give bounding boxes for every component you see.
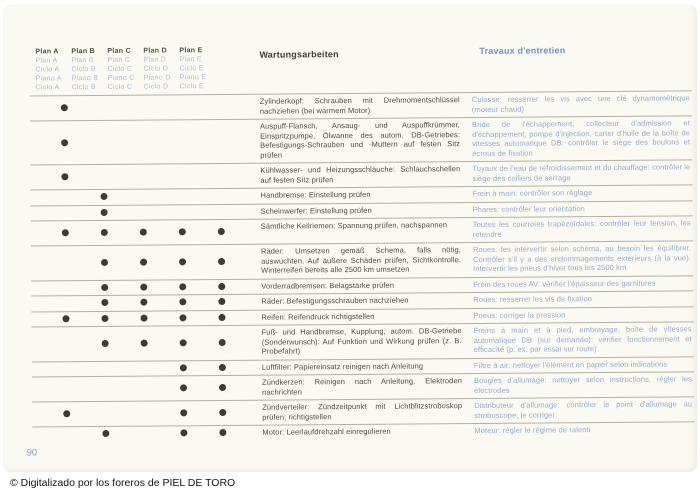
service-dot-plan-b [102, 430, 109, 437]
plan-column-label: Plan E [179, 47, 203, 55]
plan-dots [31, 206, 261, 217]
service-dot-plan-b [101, 209, 108, 216]
task-german: Zylinderkopf: Schrauben mit Drehmomentschlüssel nachziehen (bei warmem Motor) [259, 95, 460, 116]
task-french: Culasse: resserrer les vis avec une clé dynamométrique (moteur chaud) [471, 93, 690, 114]
plan-column-label: Plan D [143, 47, 168, 55]
service-dot-plan-c [140, 299, 147, 306]
service-dot-plan-e [218, 258, 225, 265]
plan-dots [32, 362, 262, 373]
service-dot-plan-c [140, 258, 147, 265]
plan-column-header [107, 47, 143, 92]
service-dot-plan-d [180, 339, 187, 346]
service-dot-plan-b [101, 259, 108, 266]
plan-column-translation: Piano E [179, 74, 207, 82]
service-dot-plan-a [62, 229, 69, 236]
task-french: Freins à main et à pied, embrayage, boîte de vitesses automatique DB (sur demande): vérifier fonctionnement et efficacité (p. ex. par essai sur route) [473, 324, 692, 355]
plan-column-translation: Ciclo A [35, 84, 60, 92]
plan-dots [32, 403, 262, 424]
service-dot-plan-c [140, 283, 147, 290]
plan-column-translation: Ciclo B [71, 66, 96, 74]
task-german: Kühlwasser- und Heizungsschläuche: Schlauchschellen auf festen Sitz prüfen [260, 164, 461, 185]
task-german: Handbremse: Einstellung prüfen [260, 189, 371, 200]
plan-column-label: Plan C [107, 47, 132, 55]
plan-column-header [143, 46, 179, 91]
plan-column-header [179, 46, 215, 91]
scanned-page [3, 5, 697, 472]
plan-column-translation: Plan E [179, 56, 202, 64]
plan-column-translation: Plan B [71, 57, 94, 65]
service-dot-plan-e [219, 429, 226, 436]
plan-column-translation: Ciclo C [107, 65, 133, 73]
plan-column-translation: Plan A [35, 57, 58, 65]
maintenance-table [30, 90, 695, 442]
plan-column-translation: Ciclo C [107, 83, 133, 91]
plan-column-translation: Piano C [107, 74, 135, 82]
task-german: Räder: Befestigungsschrauben nachziehen [261, 295, 409, 306]
table-row [32, 321, 694, 361]
service-dot-plan-d [179, 314, 186, 321]
service-dot-plan-b [101, 284, 108, 291]
service-dot-plan-c [140, 314, 147, 321]
service-dot-plan-a [63, 410, 70, 417]
plan-dots [31, 281, 261, 292]
service-dot-plan-b [102, 340, 109, 347]
task-german: Zündverteiler: Zündzeitpunkt mit Lichtblitzstroboskop prüfen; richtigstellen [262, 401, 463, 422]
plan-dots [31, 247, 261, 277]
task-french: Bougies d'allumage: nettoyer selon instructions, régler les électrodes [473, 374, 693, 395]
task-german: Auspuff-Flansch, Ansaug- und Auspuffkrümmer, Einspritzpumpe, Ölwanne des autom. DB-Getriebes: Befestigungs-Schrauben und -Muttern auf festen Sitz prüfen [259, 120, 461, 160]
plan-dots [30, 122, 260, 162]
service-dot-plan-e [218, 228, 225, 235]
task-german: Luftfilter: Papiereinsatz reinigen nach Anleitung [261, 360, 424, 372]
service-dot-plan-e [219, 339, 226, 346]
service-dot-plan-c [141, 339, 148, 346]
digitization-caption: © Digitalizado por los foreros de PIEL DE TORO [10, 477, 236, 489]
task-french: Toutes les courroies trapézoïdales: contrôler leur tension, les retendre [472, 218, 691, 239]
service-dot-plan-c [140, 229, 147, 236]
task-german: Räder: Umsetzen gemäß Schema, falls nötig, auswuchten. Auf äußere Schäden prüfen, Sichtkontrolle. Winterreifen bereits alle 2500 km umsetzen [260, 245, 462, 275]
task-french: Pneus: corriger la pression [473, 309, 566, 320]
plan-column-translation: Plan D [143, 56, 167, 64]
service-dot-plan-e [218, 314, 225, 321]
service-dot-plan-d [179, 283, 186, 290]
task-french: Phares: contrôler leur orientation [472, 203, 585, 214]
task-german: Motor: Leerlaufdrehzahl einregulieren [262, 426, 391, 437]
page-content [1, 2, 699, 474]
plan-dots [30, 97, 260, 118]
task-german: Reifen: Reifendruck richtigstellen [261, 311, 375, 322]
service-dot-plan-e [218, 298, 225, 305]
task-french: Bride de l'échappement, collecteur d'admission et d'échappement, pompe d'injection, carter d'huile de la boîte de vitesses automatique DB: contrôler le siège des boulons et écrous de fixation [471, 118, 691, 158]
service-dot-plan-d [180, 384, 187, 391]
service-dot-plan-a [61, 173, 68, 180]
plan-column-label: Plan A [35, 48, 59, 56]
task-french: Roues: resserrer les vis de fixation [473, 294, 593, 305]
task-french: Frein des roues AV: vérifier l'épaisseur des garnitures [473, 278, 656, 289]
service-dot-plan-d [180, 430, 187, 437]
plan-column-headers [35, 46, 215, 92]
service-dot-plan-e [219, 364, 226, 371]
task-french: Frein à main: contrôler son réglage [472, 188, 593, 199]
task-german: Zündkerzen: Reinigen nach Anleitung, Elektroden nachrichten [261, 376, 463, 397]
service-dot-plan-e [219, 409, 226, 416]
service-dot-plan-a [61, 139, 68, 146]
service-dot-plan-b [101, 193, 108, 200]
service-dot-plan-b [101, 229, 108, 236]
plan-column-header [35, 47, 71, 92]
plan-dots [30, 166, 260, 187]
service-dot-plan-d [180, 364, 187, 371]
service-dot-plan-b [101, 299, 108, 306]
service-dot-plan-a [62, 315, 69, 322]
plan-dots [32, 328, 262, 358]
service-dot-plan-d [179, 228, 186, 235]
table-row [31, 240, 693, 280]
task-german: Vorderradbremsen: Belagstärke prüfen [261, 280, 395, 291]
plan-column-translation: Ciclo D [143, 65, 169, 73]
plan-column-label: Plan B [71, 48, 96, 56]
plan-column-translation: Piano B [71, 74, 99, 83]
task-french: Moteur: régler le régime de ralenti [474, 425, 591, 436]
plan-dots [31, 297, 261, 308]
plan-dots [32, 378, 262, 399]
plan-column-translation: Piano D [143, 74, 171, 82]
plan-dots [30, 191, 260, 202]
task-german: Fuß- und Handbremse, Kupplung, autom. DB-Getriebe (Sonderwunsch): Auf Funktion und Wirkung prüfen (z. B. Probefahrt) [261, 326, 462, 356]
plan-dots [31, 312, 261, 323]
plan-column-translation: Ciclo D [143, 83, 169, 91]
plan-column-translation: Ciclo E [179, 83, 204, 91]
task-french: Distributeur d'allumage: contrôler le point d'allumage au stroboscope; le corriger [474, 399, 693, 420]
task-french: Tuyaux de l'eau de refroidissement et du chauffage: contrôler le siège des colliers de serrage [472, 162, 691, 183]
plan-column-translation: Piano A [35, 75, 62, 83]
plan-column-translation: Ciclo A [35, 66, 60, 74]
service-dot-plan-a [61, 104, 68, 111]
page-number: 90 [26, 447, 38, 459]
task-german: Scheinwerfer: Einstellung prüfen [260, 205, 372, 216]
service-dot-plan-b [101, 315, 108, 322]
plan-column-translation: Ciclo E [179, 65, 204, 73]
german-column-title: Wartungsarbeiten [259, 49, 339, 60]
service-dot-plan-d [180, 409, 187, 416]
task-french: Filtre à air: nettoyer l'élément en papier selon indications [473, 359, 668, 370]
plan-column-translation: Ciclo B [71, 84, 96, 92]
service-dot-plan-e [218, 283, 225, 290]
service-dot-plan-e [219, 384, 226, 391]
service-dot-plan-d [179, 299, 186, 306]
plan-column-header [71, 47, 107, 92]
plan-column-translation: Plan C [107, 56, 131, 64]
task-german: Sämtliche Keilriemen: Spannung prüfen, nachspannen [260, 220, 448, 231]
plan-dots [32, 428, 262, 439]
plan-dots [31, 222, 261, 243]
french-column-title: Travaux d'entretien [479, 45, 566, 57]
task-french: Roues: les intervertir selon schéma, au besoin les équilibrer. Contrôler s'il y a des endommagements extérieurs (à la vue). Intervertir les pneus d'hiver tous les 2500 km [472, 243, 692, 274]
table-row [30, 115, 692, 164]
service-dot-plan-d [179, 258, 186, 265]
